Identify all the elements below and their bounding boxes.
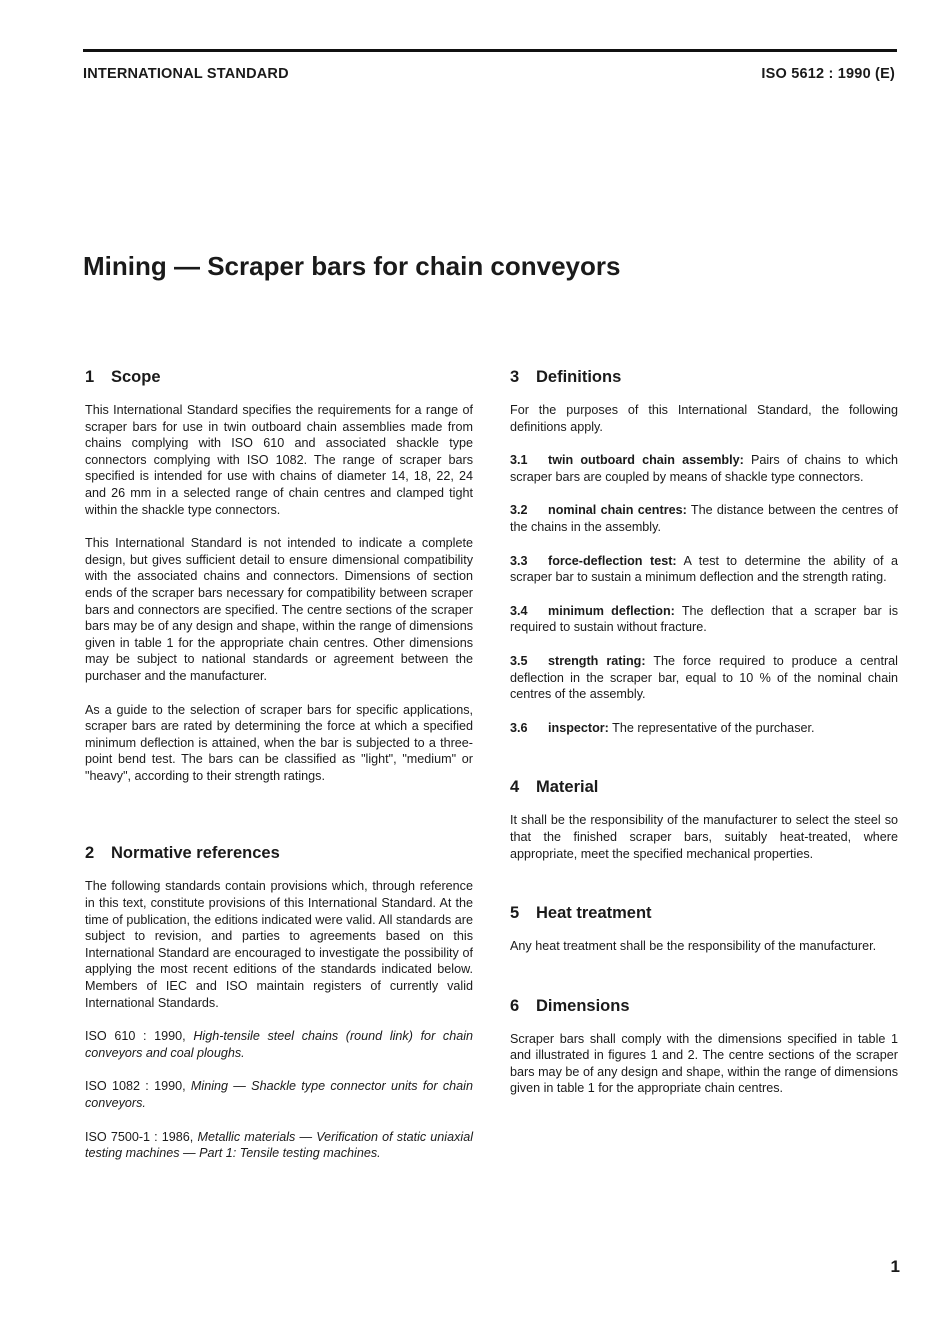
section-heading-definitions: 3 Definitions bbox=[510, 368, 622, 386]
section-heading-dimensions: 6 Dimensions bbox=[510, 996, 630, 1015]
dimensions-paragraph: Scraper bars shall comply with the dimensions specified in table 1 and illustrated in figures 1 and 2. The centre sections of the scraper bars may be of any design and shape, within the range of dimensions given in table 1 for the appropriate chain centres. bbox=[510, 1031, 898, 1096]
page-number: 1 bbox=[890, 1257, 900, 1276]
definition-item: 3.3 force-deflection test: A test to determine the ability of a scraper bar to sustain a minimum deflection and the strength rating. bbox=[510, 553, 898, 585]
definition-item: 3.6 inspector: The representative of the purchaser. bbox=[510, 720, 815, 735]
heat-treatment-paragraph: Any heat treatment shall be the responsibility of the manufacturer. bbox=[510, 939, 877, 954]
normative-intro: The following standards contain provisions which, through reference in this text, constitute provisions of this International Standard. At the time of publication, the editions indicated were valid. All standards are subject to revision, and parties to agreements based on this International Standard are encouraged to investigate the possibility of applying the most recent editions of the standards indicated below. Members of IEC and ISO maintain registers of currently valid International Standards. bbox=[85, 879, 473, 1010]
definitions-intro: For the purposes of this International Standard, the following definitions apply. bbox=[510, 403, 898, 434]
scope-paragraph-3: As a guide to the selection of scraper bars for specific applications, scraper bars are rated by determining the force at which a specified minimum deflection is attained, when the bar is subjected to a three-point bend test. The bars can be classified as "light", "medium" or "heavy", according to their strength ratings. bbox=[85, 702, 473, 783]
reference-item: ISO 1082 : 1990, Mining — Shackle type connector units for chain conveyors. bbox=[85, 1079, 473, 1110]
section-heading-material: 4 Material bbox=[510, 778, 599, 797]
header-doc-type: INTERNATIONAL STANDARD bbox=[83, 66, 289, 82]
material-paragraph: It shall be the responsibility of the manufacturer to select the steel so that the finished scraper bars, suitably heat-treated, where appropriate, meet the specified mechanical properties. bbox=[510, 813, 898, 861]
definition-item: 3.1 twin outboard chain assembly: Pairs of chains to which scraper bars are coupled by means of shackle type connectors. bbox=[510, 453, 899, 484]
left-column bbox=[85, 366, 473, 1162]
reference-item: ISO 7500-1 : 1986, Metallic materials — Verification of static uniaxial testing machines — Part 1: Tensile testing machines. bbox=[85, 1129, 474, 1161]
definition-item: 3.5 strength rating: The force required to produce a central deflection in the scraper bar, equal to 10 % of the nominal chain centres of the assembly. bbox=[510, 653, 898, 702]
right-column bbox=[510, 366, 898, 1097]
page-title: Mining — Scraper bars for chain conveyors bbox=[83, 251, 621, 281]
section-heading-normative: 2 Normative references bbox=[85, 844, 280, 863]
scope-paragraph-2: This International Standard is not intended to indicate a complete design, but gives sufficient detail to ensure dimensional compatibility with the associated chains and connectors. Dimensions of section ends of the scraper bars necessary for compatibility between scraper bars and connectors are specified. The centre sections of the scraper bars may be of any design and shape, within the range of dimensions given in table 1 for the appropriate chain centres. Other dimensions may be subject to national standards or agreement between the purchaser and the manufacturer. bbox=[85, 536, 473, 683]
section-heading-heat-treatment: 5 Heat treatment bbox=[510, 904, 652, 923]
reference-item: ISO 610 : 1990, High-tensile steel chains (round link) for chain conveyors and coal ploughs. bbox=[85, 1029, 474, 1060]
section-heading-scope: 1 Scope bbox=[85, 368, 161, 386]
header-doc-number: ISO 5612 : 1990 (E) bbox=[761, 66, 895, 82]
header-rule bbox=[83, 49, 897, 52]
scope-paragraph-1: This International Standard specifies the requirements for a range of scraper bars for use in twin outboard chain assemblies made from chains complying with ISO 610 and associated shackle type connectors complying with ISO 1082. The range of scraper bars specified is intended for use with chains of diameter 14, 18, 22, 24 and 26 mm in a selected range of chain centres and clamped tight within the shackle type connectors. bbox=[85, 403, 473, 517]
definition-item: 3.4 minimum deflection: The deflection that a scraper bar is required to sustain without fracture. bbox=[510, 603, 898, 635]
definition-item: 3.2 nominal chain centres: The distance between the centres of the chains in the assembly. bbox=[510, 503, 898, 534]
